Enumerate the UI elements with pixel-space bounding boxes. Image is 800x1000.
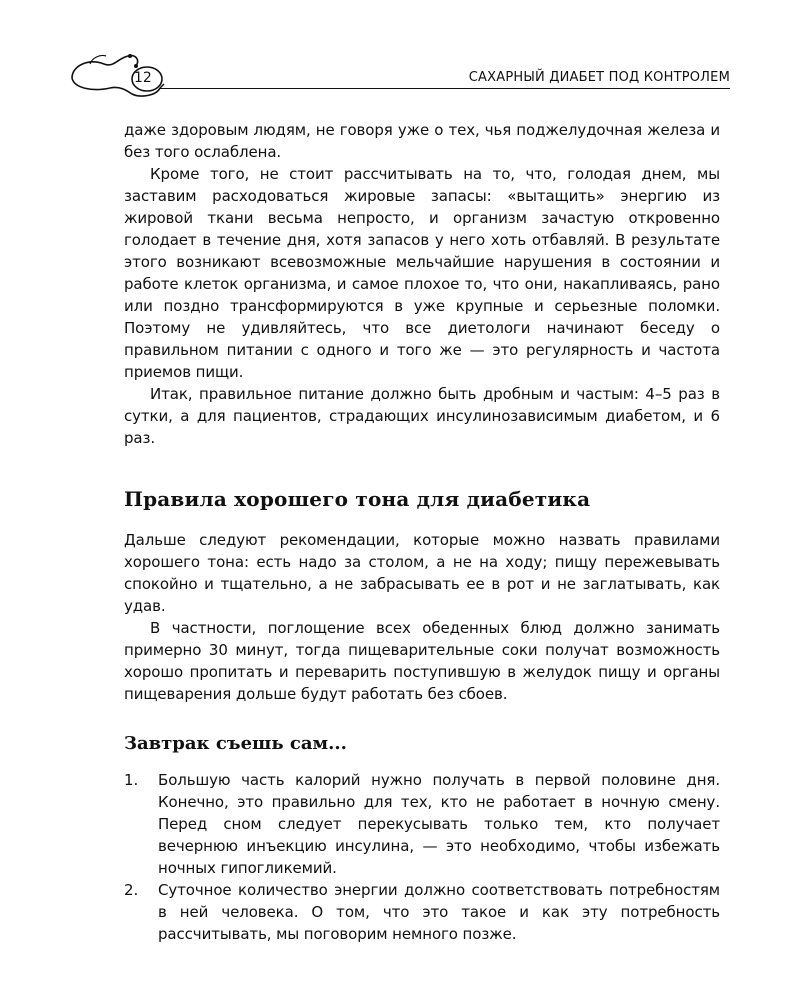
- list-item: [124, 769, 720, 879]
- list-item-text: Суточное количество энергии должно соответствовать потребностям в ней человека. О том, что это такое и как эту потребность рассчитывать, мы поговорим немного позже.: [158, 881, 720, 943]
- page-header: [70, 44, 730, 100]
- header-rule: [160, 88, 730, 89]
- page-content: [124, 119, 720, 945]
- list-item-number: 1.: [124, 771, 139, 789]
- subsection-title: Завтрак съешь сам...: [124, 733, 347, 754]
- body-paragraph: даже здоровым людям, не говоря уже о тех, чья поджелудочная железа и без того ослаблена.: [124, 121, 720, 161]
- page-number: 12: [134, 70, 152, 86]
- list-item-text: Большую часть калорий нужно получать в первой половине дня. Конечно, это правильно для тех, кто не работает в ночную смену. Перед сном следует перекусывать только тем, кто получает вечернюю инъекцию инсулина, — это необходимо, чтобы избежать ночных гипогликемий.: [158, 771, 720, 877]
- section-paragraph: В частности, поглощение всех обеденных блюд должно занимать примерно 30 минут, тогда пищеварительные соки получат возможность хорошо пропитать и переварить поступившую в желудок пищу и органы пищеварения дольше будут работать без сбоев.: [124, 619, 720, 703]
- recommendation-list: [124, 769, 720, 945]
- section-title: Правила хорошего тона для диабетика: [124, 487, 591, 511]
- body-paragraph: Кроме того, не стоит рассчитывать на то, что, голодая днем, мы заставим расходоваться жировые запасы: «вытащить» энергию из жировой ткани весьма непросто, и организм зачастую откровенно голодает в течение дня, хотя запасов у него хоть отбавляй. В результате этого возникают всевозможные мельчайшие нарушения в состоянии и работе клеток организма, и самое плохое то, что они, накапливаясь, рано или поздно трансформируются в уже крупные и серьезные поломки. Поэтому не удивляйтесь, что все диетологи начинают беседу о правильном питании с одного и того же — это регулярность и частота приемов пищи.: [124, 165, 720, 381]
- stethoscope-icon: [70, 44, 170, 100]
- section-paragraph: Дальше следуют рекомендации, которые можно назвать правилами хорошего тона: есть надо за столом, а не на ходу; пищу пережевывать спокойно и тщательно, а не забрасывать ее в рот и не заглатывать, как удав.: [124, 531, 720, 615]
- list-item-number: 2.: [124, 881, 139, 899]
- running-title: САХАРНЫЙ ДИАБЕТ ПОД КОНТРОЛЕМ: [468, 70, 730, 85]
- list-item: [124, 879, 720, 945]
- body-paragraph: Итак, правильное питание должно быть дробным и частым: 4–5 раз в сутки, а для пациентов, страдающих инсулинозависимым диабетом, и 6 раз.: [124, 385, 720, 447]
